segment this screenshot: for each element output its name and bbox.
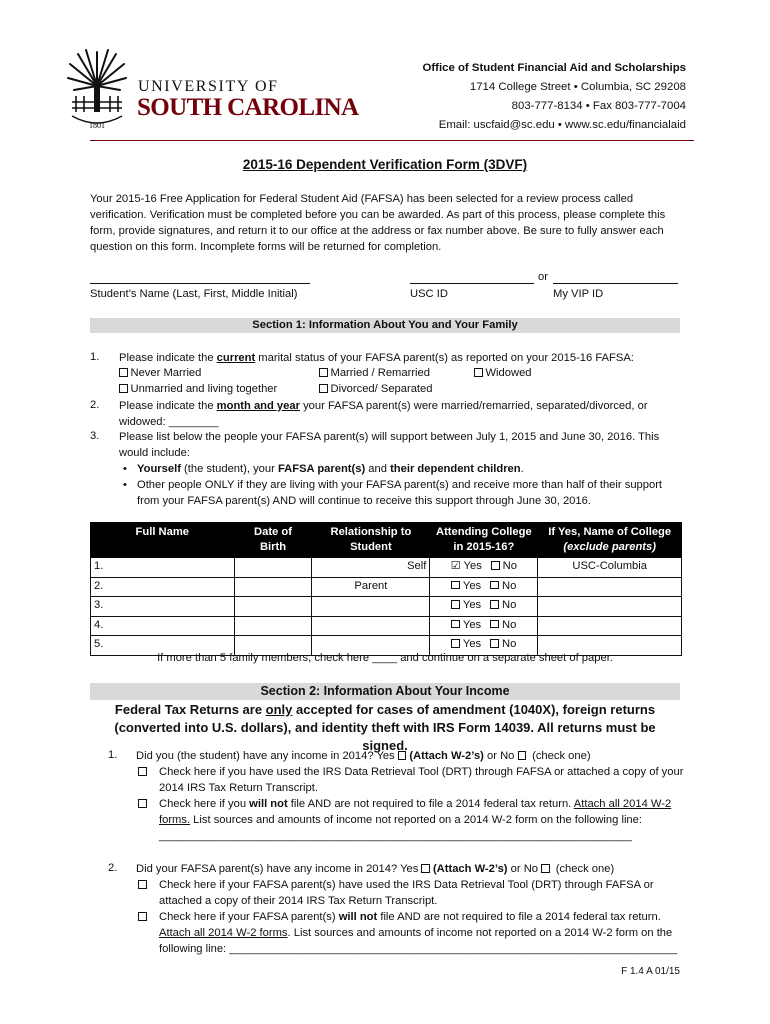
table-row bbox=[91, 558, 682, 578]
dob-cell[interactable] bbox=[234, 616, 312, 636]
vip-id-field[interactable] bbox=[553, 272, 678, 284]
university-line1: UNIVERSITY OF bbox=[138, 78, 279, 95]
checkbox[interactable] bbox=[138, 912, 147, 921]
checkbox[interactable] bbox=[490, 620, 499, 629]
checkbox[interactable] bbox=[491, 561, 500, 570]
checkbox[interactable] bbox=[451, 620, 460, 629]
attending-cell[interactable]: Yes No bbox=[430, 577, 538, 597]
checkbox[interactable] bbox=[138, 799, 147, 808]
checked-box-icon: ☑ bbox=[450, 560, 461, 573]
unmarried-living-option[interactable]: Unmarried and living together bbox=[119, 382, 277, 398]
checkbox[interactable] bbox=[138, 767, 147, 776]
widowed-option[interactable]: Widowed bbox=[474, 366, 532, 382]
never-married-option[interactable]: Never Married bbox=[119, 366, 201, 382]
office-phone: 803-777-8134 • Fax 803-777-7004 bbox=[511, 100, 686, 112]
dob-cell[interactable] bbox=[234, 577, 312, 597]
section2-subtitle: Federal Tax Returns are only accepted for cases of amendment (1040X), foreign returns (converted into U.S. dollars), and identity theft with IRS Form 14039. All returns must be signed. bbox=[114, 702, 656, 753]
student-drt-option[interactable]: Check here if you have used the IRS Data Retrieval Tool (DRT) through FAFSA or attached a copy of your 2014 IRS Tax Return Transcript. bbox=[136, 764, 684, 796]
table-row bbox=[91, 577, 682, 597]
name-cell[interactable]: 4. bbox=[91, 616, 235, 636]
yes-checkbox[interactable] bbox=[398, 751, 407, 760]
attending-cell[interactable]: Yes No bbox=[430, 636, 538, 656]
checkbox[interactable] bbox=[319, 368, 328, 377]
checkbox[interactable] bbox=[451, 600, 460, 609]
header-date-of-birth: Date of Birth bbox=[234, 523, 312, 558]
seal-year: 1801 bbox=[89, 121, 105, 130]
dob-cell[interactable] bbox=[234, 597, 312, 617]
college-cell[interactable] bbox=[538, 597, 682, 617]
header-attending-college: Attending College in 2015-16? bbox=[430, 523, 538, 558]
name-cell[interactable]: 2. bbox=[91, 577, 235, 597]
name-cell[interactable]: 1. bbox=[91, 558, 235, 578]
table-row bbox=[91, 597, 682, 617]
header-college-name: If Yes, Name of College (exclude parents) bbox=[538, 523, 682, 558]
bullet-other-people: • Other people ONLY if they are living with your FAFSA parent(s) and receive more than half of their support from your FAFSA parent(s) AND will continue to receive this support through June 30, 2016. bbox=[119, 477, 682, 509]
checkbox[interactable] bbox=[319, 384, 328, 393]
attending-cell[interactable]: ☑ Yes No bbox=[430, 558, 538, 578]
table-row bbox=[91, 616, 682, 636]
no-checkbox[interactable] bbox=[541, 864, 550, 873]
intro-paragraph: Your 2015-16 Free Application for Federal Student Aid (FAFSA) has been selected for a review process called verification. Verification must be completed before you can be awarded. As part of this process, please complete this form, provide signatures, and return it to our office at the address or fax number above. Be sure to fully answer each question on this form. Incomplete forms will be returned for completion. bbox=[90, 193, 666, 253]
checkbox[interactable] bbox=[451, 581, 460, 590]
university-line2: SOUTH CAROLINA bbox=[137, 94, 359, 121]
checkbox[interactable] bbox=[490, 600, 499, 609]
name-cell[interactable]: 5. bbox=[91, 636, 235, 656]
checkbox[interactable] bbox=[451, 639, 460, 648]
or-text: or bbox=[538, 271, 548, 283]
widowed-date-field[interactable]: widowed: ________ bbox=[119, 416, 219, 428]
checkbox[interactable] bbox=[490, 581, 499, 590]
college-cell: USC-Columbia bbox=[538, 558, 682, 578]
checkbox[interactable] bbox=[474, 368, 483, 377]
married-option[interactable]: Married / Remarried bbox=[319, 366, 430, 382]
checkbox[interactable] bbox=[490, 639, 499, 648]
vip-id-label: My VIP ID bbox=[553, 288, 604, 300]
college-cell[interactable] bbox=[538, 616, 682, 636]
form-code: F 1.4 A 01/15 bbox=[621, 966, 680, 977]
usc-id-label: USC ID bbox=[410, 288, 448, 300]
parent-drt-option[interactable]: Check here if your FAFSA parent(s) have used the IRS Data Retrieval Tool (DRT) through FAFSA or attached a copy of their 2014 IRS Tax Return Transcript. bbox=[136, 877, 684, 909]
usc-id-field[interactable] bbox=[410, 272, 534, 284]
college-cell[interactable] bbox=[538, 577, 682, 597]
family-members-table bbox=[90, 522, 682, 656]
no-checkbox[interactable] bbox=[518, 751, 527, 760]
name-cell[interactable]: 3. bbox=[91, 597, 235, 617]
header-divider bbox=[90, 140, 694, 141]
bullet-yourself: • Yourself (the student), your FAFSA parent(s) and their dependent children. bbox=[119, 461, 682, 477]
university-logo bbox=[66, 46, 366, 136]
dob-cell[interactable] bbox=[234, 558, 312, 578]
palmetto-seal-icon bbox=[66, 46, 128, 134]
relationship-cell[interactable] bbox=[312, 597, 430, 617]
relationship-cell: Self bbox=[312, 558, 430, 578]
student-name-label: Student’s Name (Last, First, Middle Initial) bbox=[90, 288, 298, 300]
attending-cell[interactable]: Yes No bbox=[430, 616, 538, 636]
relationship-cell[interactable] bbox=[312, 616, 430, 636]
yes-checkbox[interactable] bbox=[421, 864, 430, 873]
checkbox[interactable] bbox=[119, 384, 128, 393]
attending-cell[interactable]: Yes No bbox=[430, 597, 538, 617]
office-contact bbox=[423, 59, 687, 135]
section2-title: Section 2: Information About Your Income bbox=[90, 683, 680, 700]
office-email-web: Email: uscfaid@sc.edu • www.sc.edu/financialaid bbox=[438, 119, 686, 131]
student-not-filing-option[interactable]: Check here if you will not file AND are not required to file a 2014 federal tax return. Attach all 2014 W-2 forms. List sources and amounts of income not reported on a 2014 W-2 form on the following line: ____________________________________________________________________________ bbox=[136, 796, 684, 844]
office-address: 1714 College Street • Columbia, SC 29208 bbox=[469, 81, 686, 93]
student-name-field[interactable] bbox=[90, 272, 310, 284]
relationship-cell: Parent bbox=[312, 577, 430, 597]
more-members-note: If more than 5 family members, check here ____ and continue on a separate sheet of paper. bbox=[157, 652, 613, 664]
parent-not-filing-option[interactable]: Check here if your FAFSA parent(s) will not file AND are not required to file a 2014 federal tax return. Attach all 2014 W-2 forms. List sources and amounts of income not reported on a 2014 W-2 form on the following line: ________________________________________________________________________ bbox=[136, 909, 684, 957]
checkbox[interactable] bbox=[138, 880, 147, 889]
checkbox[interactable] bbox=[119, 368, 128, 377]
section1-title: Section 1: Information About You and Your Family bbox=[90, 318, 680, 333]
office-name: Office of Student Financial Aid and Scholarships bbox=[422, 62, 686, 74]
header-full-name: Full Name bbox=[91, 523, 235, 558]
divorced-option[interactable]: Divorced/ Separated bbox=[319, 382, 433, 398]
form-title: 2015-16 Dependent Verification Form (3DVF) bbox=[242, 157, 528, 172]
header-relationship: Relationship to Student bbox=[312, 523, 430, 558]
